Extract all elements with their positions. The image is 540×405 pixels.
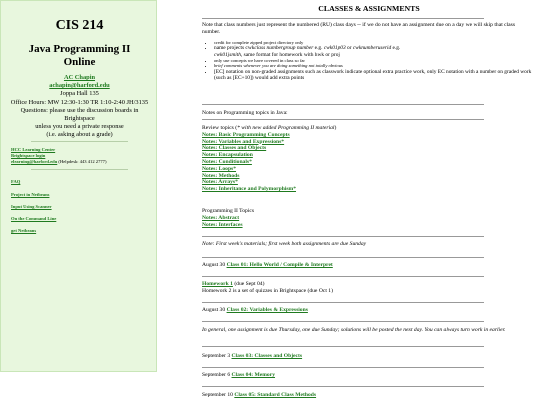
divider — [202, 257, 484, 258]
review-heading: Review topics (* with new added Programming II material) — [202, 125, 337, 131]
nav-project-netbeans[interactable]: Project in Netbeans — [11, 192, 50, 197]
class-03-link[interactable]: Class 03: Classes and Objects — [231, 353, 303, 359]
first-week-note: Note: First week's materials; first week both assignments are due Sunday — [202, 241, 367, 247]
page-title: CLASSES & ASSIGNMENTS — [318, 4, 420, 13]
divider — [202, 276, 484, 277]
class-date: September 6 — [202, 372, 232, 378]
class-date: September 10 — [202, 392, 235, 398]
notes-link-encapsulation[interactable]: Notes: Encapsulation — [202, 152, 253, 159]
sidebar-divider — [31, 141, 128, 142]
intro-text: Note that class numbers just represent the numbered (RU) class days -- if we do not have an assignment due on a day we will skip that class number. — [202, 22, 516, 36]
prog2-topics — [202, 208, 532, 228]
email-link[interactable]: achapin@harford.edu — [49, 82, 110, 90]
class-date: September 3 — [202, 353, 232, 359]
notes-link-variables[interactable]: Notes: Variables and Expressions* — [202, 138, 285, 145]
divider — [202, 104, 484, 105]
questions-text-3: unless you need a private response — [35, 123, 124, 131]
nav-command-line[interactable]: On the Command Line — [11, 216, 57, 221]
notes-link-abstract[interactable]: Notes: Abstract — [202, 214, 240, 221]
office-location: Joppa Hall 135 — [60, 90, 99, 98]
list-item: • name projects cwkclass numbergroup number e.g. cwk01p03 or cwknumberuserid e.g. cwk01jsmith, same format for homework with hwk or proj — [214, 45, 532, 58]
class-entry — [202, 353, 532, 360]
list-item: • credit for complete zipped project directory only — [214, 40, 532, 45]
learning-center-link[interactable]: HCC Learning Center — [11, 147, 56, 152]
instructor-link[interactable]: AC Chapin — [63, 74, 96, 81]
divider — [202, 367, 484, 368]
divider — [202, 346, 484, 347]
nav-faq[interactable]: FAQ — [11, 179, 21, 184]
class-date: August 30 — [202, 307, 227, 313]
divider — [202, 302, 484, 303]
notes-link-basic-concepts[interactable]: Notes: Basic Programming Concepts — [202, 131, 290, 138]
questions-text-1: Questions: please use the discussion boards in — [20, 106, 139, 114]
general-note: In general, one assignment is due Thursday, one due Sunday; solutions will be posted the next day. You can always turn work in earlier. — [202, 327, 506, 333]
notes-link-loops[interactable]: Notes: Loops* — [202, 165, 237, 172]
class-entry — [202, 392, 532, 399]
divider — [202, 236, 484, 237]
course-subtitle-line2: Online — [63, 56, 96, 68]
divider — [202, 119, 484, 120]
review-topics — [202, 125, 532, 193]
notes-link-classes[interactable]: Notes: Classes and Objects — [202, 145, 267, 152]
class-entry — [202, 372, 532, 379]
contact-block — [1, 74, 158, 140]
notes-link-interfaces[interactable]: Notes: Interfaces — [202, 221, 243, 228]
notes-link-methods[interactable]: Notes: Methods — [202, 172, 240, 179]
main-content — [202, 0, 536, 405]
prog2-heading: Programming II Topics — [202, 208, 255, 214]
divider — [202, 321, 484, 322]
homework-2-text: Homework 2 is a set of quizzes in Brightspace (due Oct 1) — [202, 288, 333, 295]
questions-text-2: Brightspace — [64, 115, 95, 123]
brightspace-login-link[interactable]: Brightspace login — [11, 153, 46, 158]
questions-text-4: (i.e. asking about a grade) — [46, 131, 113, 139]
divider — [202, 386, 484, 387]
elearning-email-link[interactable]: elearning@harford.edu — [11, 159, 58, 164]
list-item: • brief comments whenever you are doing something not totally obvious — [214, 63, 532, 68]
class-05-link[interactable]: Class 05: Standard Class Methods — [234, 392, 317, 398]
sidebar-divider — [31, 169, 128, 170]
sidebar — [0, 0, 157, 372]
class-entry — [202, 307, 532, 314]
rules-list — [202, 40, 532, 82]
notes-heading: Notes on Programming topics in Java: — [202, 110, 288, 116]
class-02-link[interactable]: Class 02: Variables & Expressions — [226, 307, 308, 313]
class-04-link[interactable]: Class 04: Memory — [231, 372, 276, 378]
notes-link-inheritance[interactable]: Notes: Inheritance and Polymorphism* — [202, 186, 297, 193]
course-title: CIS 214 — [55, 18, 104, 33]
divider — [202, 18, 484, 19]
rules-list-wrap — [202, 40, 532, 82]
helpdesk-text: (Helpdesk: 443 412 2777) — [57, 159, 107, 164]
class-01-link[interactable]: Class 01: Hello World / Compile & Interpret — [226, 262, 333, 268]
office-hours: Office Hours: MW 12:30-1:30 TR 1:10-2:40 JH/3135 — [10, 98, 149, 106]
homework-1-due: (due Sept 04) — [232, 281, 265, 287]
class-date: August 30 — [202, 262, 227, 268]
notes-link-arrays[interactable]: Notes: Arrays* — [202, 179, 238, 186]
notes-link-conditionals[interactable]: Notes: Conditionals* — [202, 158, 252, 165]
homework-1-link[interactable]: Homework 1 — [202, 281, 233, 287]
course-subtitle-line1: Java Programming II — [28, 43, 131, 55]
nav-get-netbeans[interactable]: get Netbeans — [11, 228, 37, 233]
resource-links — [11, 147, 156, 165]
course-subtitle — [1, 43, 158, 69]
homework-entry — [202, 281, 532, 295]
list-item: • only use concepts we have covered in class so far — [214, 58, 532, 63]
list-item: • [EC] notation on non-graded assignments such as classwork indicate optional extra practice work, only EC notation with a number on graded work (such as [EC+10]) would add extra points — [214, 69, 532, 82]
nav-input-scanner[interactable]: Input Using Scanner — [11, 204, 52, 209]
class-entry — [202, 262, 532, 269]
